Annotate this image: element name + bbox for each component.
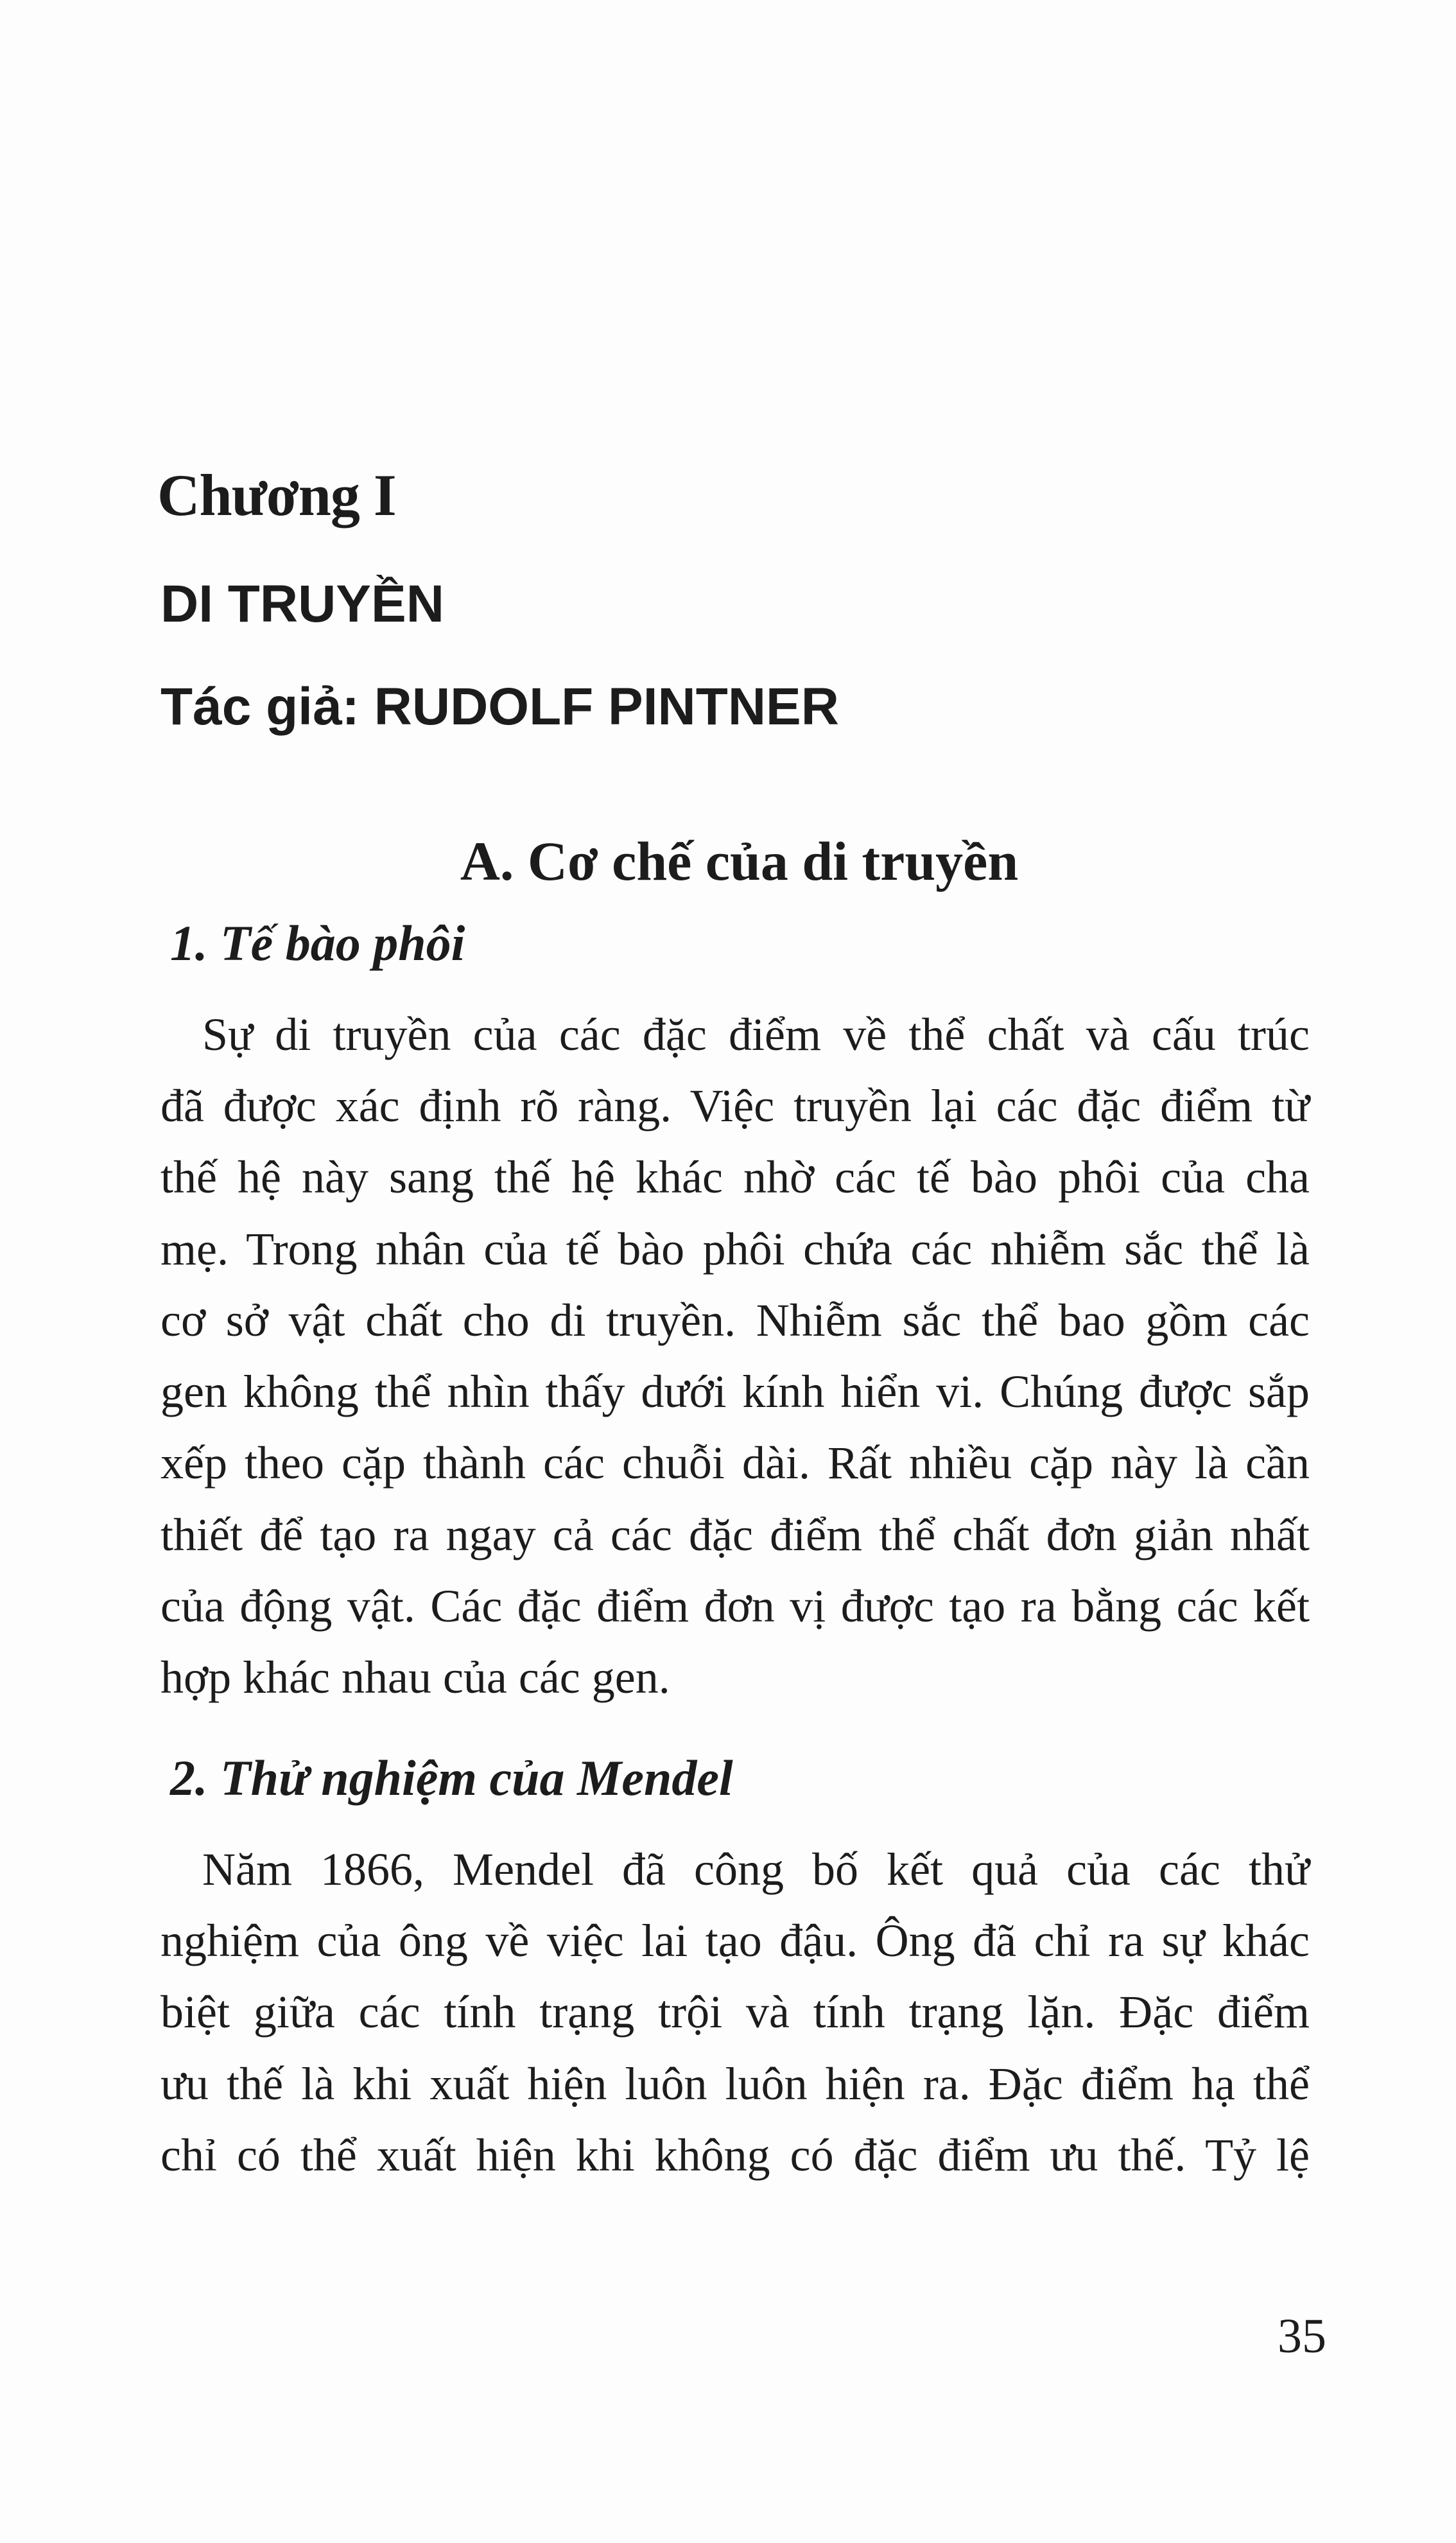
page-number: 35 (1278, 2309, 1326, 2363)
paragraph-line: cơ sở vật chất cho di truyền. Nhiễm sắc thể bao gồm các (160, 1294, 1310, 1346)
section-heading: A. Cơ chế của di truyền (460, 830, 1019, 892)
chapter-heading: Chương I (157, 462, 396, 528)
paragraph-line: ưu thế là khi xuất hiện luôn luôn hiện ra. Đặc điểm hạ thể (160, 2058, 1310, 2110)
subsection-heading-germ-cells: 1. Tế bào phôi (170, 915, 465, 971)
paragraph-line: thiết để tạo ra ngay cả các đặc điểm thể chất đơn giản nhất (160, 1508, 1310, 1560)
paragraph-line: thế hệ này sang thế hệ khác nhờ các tế bào phôi của cha (160, 1151, 1310, 1203)
paragraph-line: Sự di truyền của các đặc điểm về thể chất và cấu trúc (202, 1009, 1310, 1060)
paragraph-line: nghiệm của ông về việc lai tạo đậu. Ông đã chỉ ra sự khác (160, 1915, 1310, 1967)
paragraph-line: chỉ có thể xuất hiện khi không có đặc điểm ưu thế. Tỷ lệ (160, 2129, 1310, 2181)
subsection-heading-mendel: 2. Thử nghiệm của Mendel (170, 1750, 733, 1806)
paragraph-line: biệt giữa các tính trạng trội và tính trạng lặn. Đặc điểm (160, 1986, 1310, 2038)
paragraph-line: gen không thể nhìn thấy dưới kính hiển vi. Chúng được sắp (160, 1366, 1310, 1418)
paragraph-germ-cells (160, 999, 1310, 1713)
paragraph-line: Năm 1866, Mendel đã công bố kết quả của các thử (202, 1844, 1310, 1895)
paragraph-line: của động vật. Các đặc điểm đơn vị được tạo ra bằng các kết (160, 1580, 1310, 1632)
paragraph-line: xếp theo cặp thành các chuỗi dài. Rất nhiều cặp này là cần (160, 1437, 1310, 1489)
author-line: Tác giả: RUDOLF PINTNER (160, 677, 839, 736)
paragraph-line: đã được xác định rõ ràng. Việc truyền lại các đặc điểm từ (160, 1080, 1310, 1132)
paragraph-line: hợp khác nhau của các gen. (160, 1652, 670, 1704)
chapter-title: DI TRUYỀN (160, 575, 444, 633)
paragraph-line: mẹ. Trong nhân của tế bào phôi chứa các nhiễm sắc thể là (160, 1223, 1310, 1275)
paragraph-mendel (160, 1834, 1310, 2191)
